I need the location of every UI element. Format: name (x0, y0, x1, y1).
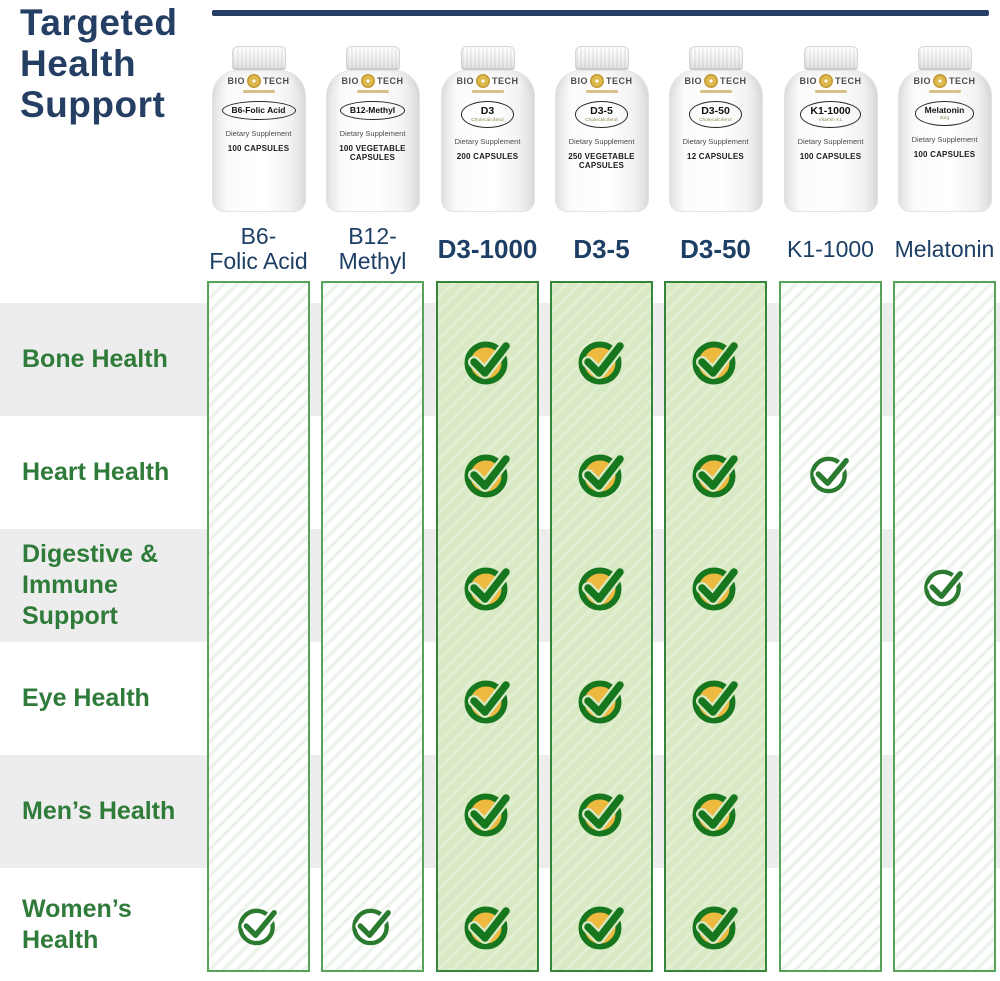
bottle-cap (804, 46, 858, 70)
product-bottle-b12-methyl (321, 44, 424, 212)
bottle-cap (575, 46, 629, 70)
check-outline-icon (921, 562, 968, 609)
product-oval-label (915, 101, 975, 126)
check-icon-filled (461, 559, 515, 618)
capsule-count-text: 250 VEGETABLE CAPSULES (568, 151, 635, 170)
check-outline-icon (235, 901, 282, 948)
page-title-line: Health (20, 43, 137, 84)
bottle-label (327, 74, 418, 162)
check-icon-outline (349, 901, 396, 953)
brand-tagline-bar (929, 90, 961, 93)
product-name-line: D3-50 (680, 233, 751, 264)
brand-text (213, 74, 304, 88)
column-strip-b12-methyl (321, 281, 424, 972)
biotech-logo-icon (590, 74, 604, 88)
check-filled-icon (461, 333, 515, 387)
row-label-text: Eye Health (22, 684, 150, 712)
brand-left-text: BIO (341, 76, 359, 86)
check-filled-icon (689, 672, 743, 726)
product-column-melatonin (893, 44, 996, 280)
capsule-count-text: 100 VEGETABLE CAPSULES (339, 143, 406, 162)
brand-text (556, 74, 647, 88)
page-title-line: Support (20, 84, 166, 125)
row-label-digestive-immune-support (0, 529, 212, 642)
product-oval-name: B6-Folic Acid (231, 105, 286, 115)
brand-right-text: TECH (835, 76, 862, 86)
row-label-text: Women’s Health (22, 894, 132, 954)
product-bottle-k1-1000 (779, 44, 882, 212)
biotech-logo-icon (361, 74, 375, 88)
product-oval-label (575, 101, 628, 128)
product-column-b6-folic-acid (207, 44, 310, 280)
column-strip-melatonin (893, 281, 996, 972)
product-name-b6-folic-acid (207, 222, 310, 276)
product-name-line: D3-5 (573, 233, 630, 264)
product-name-k1-1000 (779, 222, 882, 276)
dietary-supplement-text: Dietary Supplement (225, 128, 292, 138)
check-filled-icon (461, 559, 515, 613)
brand-tagline-bar (243, 90, 275, 93)
capsule-count-text: 100 CAPSULES (227, 143, 290, 153)
product-oval-name: B12-Methyl (349, 105, 396, 115)
brand-right-text: TECH (949, 76, 976, 86)
check-icon-filled (575, 672, 629, 731)
check-filled-icon (575, 672, 629, 726)
product-oval-name: D3-50 (701, 105, 730, 117)
product-bottle-d3-5 (550, 44, 653, 212)
dietary-supplement-text: Dietary Supplement (339, 128, 406, 138)
row-label-heart-health (0, 416, 212, 529)
product-name-line: Methyl (338, 248, 407, 274)
check-icon-outline (807, 449, 854, 501)
brand-right-text: TECH (720, 76, 747, 86)
product-oval-name: D3-5 (590, 105, 613, 117)
product-name-line: K1-1000 (787, 235, 874, 262)
check-filled-icon (575, 333, 629, 387)
check-filled-icon (461, 785, 515, 839)
row-label-bone-health (0, 303, 212, 416)
brand-right-text: TECH (492, 76, 519, 86)
row-label-text: Men’s Health (22, 797, 176, 825)
row-label-womens-health (0, 868, 212, 981)
product-name-line: B6- (240, 223, 277, 249)
column-strip-k1-1000 (779, 281, 882, 972)
product-name-line: B12- (348, 223, 397, 249)
product-name-melatonin (893, 222, 996, 276)
product-oval-subtitle: Cholecalciferol (699, 117, 732, 123)
product-oval-name: D3 (480, 105, 495, 117)
biotech-logo-icon (247, 74, 261, 88)
page-title-line: Targeted (20, 2, 178, 43)
dietary-supplement-text: Dietary Supplement (454, 136, 521, 146)
check-icon-filled (689, 559, 743, 618)
product-bottle-d3-1000 (436, 44, 539, 212)
bottle-label (785, 74, 876, 161)
brand-tagline-bar (815, 90, 847, 93)
dietary-supplement-text: Dietary Supplement (682, 136, 749, 146)
product-oval-subtitle: 3mg (939, 114, 950, 120)
header-divider (212, 10, 989, 16)
brand-text (327, 74, 418, 88)
check-icon-outline (235, 901, 282, 953)
biotech-logo-icon (704, 74, 718, 88)
brand-tagline-bar (586, 90, 618, 93)
brand-text (899, 74, 990, 88)
product-oval-name: Melatonin (924, 105, 965, 115)
product-name-b12-methyl (321, 222, 424, 276)
brand-tagline-bar (357, 90, 389, 93)
brand-left-text: BIO (684, 76, 702, 86)
product-column-d3-5 (550, 44, 653, 280)
brand-left-text: BIO (570, 76, 588, 86)
brand-text (442, 74, 533, 88)
dietary-supplement-text: Dietary Supplement (568, 136, 635, 146)
product-column-d3-1000 (436, 44, 539, 280)
check-icon-filled (575, 446, 629, 505)
check-icon-outline (921, 562, 968, 614)
product-oval-label (222, 101, 296, 120)
brand-left-text: BIO (799, 76, 817, 86)
row-label-text: Digestive & Immune Support (22, 540, 159, 630)
product-oval-subtitle: Cholecalciferol (585, 117, 618, 123)
column-strip-b6-folic-acid (207, 281, 310, 972)
bottle-cap (346, 46, 400, 70)
brand-right-text: TECH (263, 76, 290, 86)
bottle-cap (918, 46, 972, 70)
brand-right-text: TECH (606, 76, 633, 86)
product-oval-name: K1-1000 (810, 105, 851, 117)
check-filled-icon (689, 898, 743, 952)
check-icon-filled (689, 446, 743, 505)
check-icon-filled (461, 785, 515, 844)
row-label-mens-health (0, 755, 212, 868)
brand-left-text: BIO (456, 76, 474, 86)
check-icon-filled (689, 333, 743, 392)
product-oval-subtitle: Cholecalciferol (471, 117, 504, 123)
bottle-label (213, 74, 304, 153)
check-icon-filled (461, 898, 515, 957)
check-outline-icon (349, 901, 396, 948)
check-icon-filled (461, 333, 515, 392)
biotech-logo-icon (933, 74, 947, 88)
brand-text (785, 74, 876, 88)
check-icon-filled (461, 446, 515, 505)
product-column-b12-methyl (321, 44, 424, 280)
check-icon-filled (575, 785, 629, 844)
capsule-count-text: 100 CAPSULES (799, 151, 862, 161)
product-oval-label (461, 101, 514, 128)
product-bottle-melatonin (893, 44, 996, 212)
bottle-cap (461, 46, 515, 70)
check-filled-icon (575, 898, 629, 952)
check-filled-icon (689, 446, 743, 500)
product-name-d3-1000 (436, 222, 539, 276)
bottle-label (899, 74, 990, 159)
check-icon-filled (575, 559, 629, 618)
biotech-logo-icon (476, 74, 490, 88)
product-column-d3-50 (664, 44, 767, 280)
brand-text (670, 74, 761, 88)
check-filled-icon (575, 785, 629, 839)
capsule-count-text: 200 CAPSULES (456, 151, 519, 161)
bottle-label (442, 74, 533, 161)
product-column-k1-1000 (779, 44, 882, 280)
check-filled-icon (461, 672, 515, 726)
bottle-label (670, 74, 761, 161)
bottle-label (556, 74, 647, 170)
row-label-text: Bone Health (22, 345, 168, 373)
product-name-line: Folic Acid (209, 248, 308, 274)
brand-right-text: TECH (377, 76, 404, 86)
brand-tagline-bar (472, 90, 504, 93)
check-icon-filled (689, 898, 743, 957)
check-icon-filled (575, 898, 629, 957)
capsule-count-text: 100 CAPSULES (913, 149, 976, 159)
product-name-d3-50 (664, 222, 767, 276)
brand-left-text: BIO (913, 76, 931, 86)
row-label-text: Heart Health (22, 458, 170, 486)
brand-left-text: BIO (227, 76, 245, 86)
check-filled-icon (689, 785, 743, 839)
check-filled-icon (689, 333, 743, 387)
dietary-supplement-text: Dietary Supplement (911, 134, 978, 144)
product-oval-label (800, 101, 860, 128)
brand-tagline-bar (700, 90, 732, 93)
product-oval-label (340, 101, 405, 120)
row-label-eye-health (0, 642, 212, 755)
check-filled-icon (575, 446, 629, 500)
check-filled-icon (689, 559, 743, 613)
check-icon-filled (689, 672, 743, 731)
dietary-supplement-text: Dietary Supplement (797, 136, 864, 146)
product-oval-subtitle: Vitamin K1 (818, 117, 843, 123)
check-icon-filled (575, 333, 629, 392)
capsule-count-text: 12 CAPSULES (687, 151, 744, 161)
product-bottle-b6-folic-acid (207, 44, 310, 212)
product-name-line: Melatonin (894, 235, 995, 262)
check-icon-filled (689, 785, 743, 844)
check-outline-icon (807, 449, 854, 496)
product-oval-label (689, 101, 742, 128)
bottle-cap (232, 46, 286, 70)
bottle-cap (689, 46, 743, 70)
check-icon-filled (461, 672, 515, 731)
biotech-logo-icon (819, 74, 833, 88)
check-filled-icon (461, 898, 515, 952)
product-name-d3-5 (550, 222, 653, 276)
check-filled-icon (461, 446, 515, 500)
product-bottle-d3-50 (664, 44, 767, 212)
check-filled-icon (575, 559, 629, 613)
product-name-line: D3-1000 (437, 233, 538, 264)
